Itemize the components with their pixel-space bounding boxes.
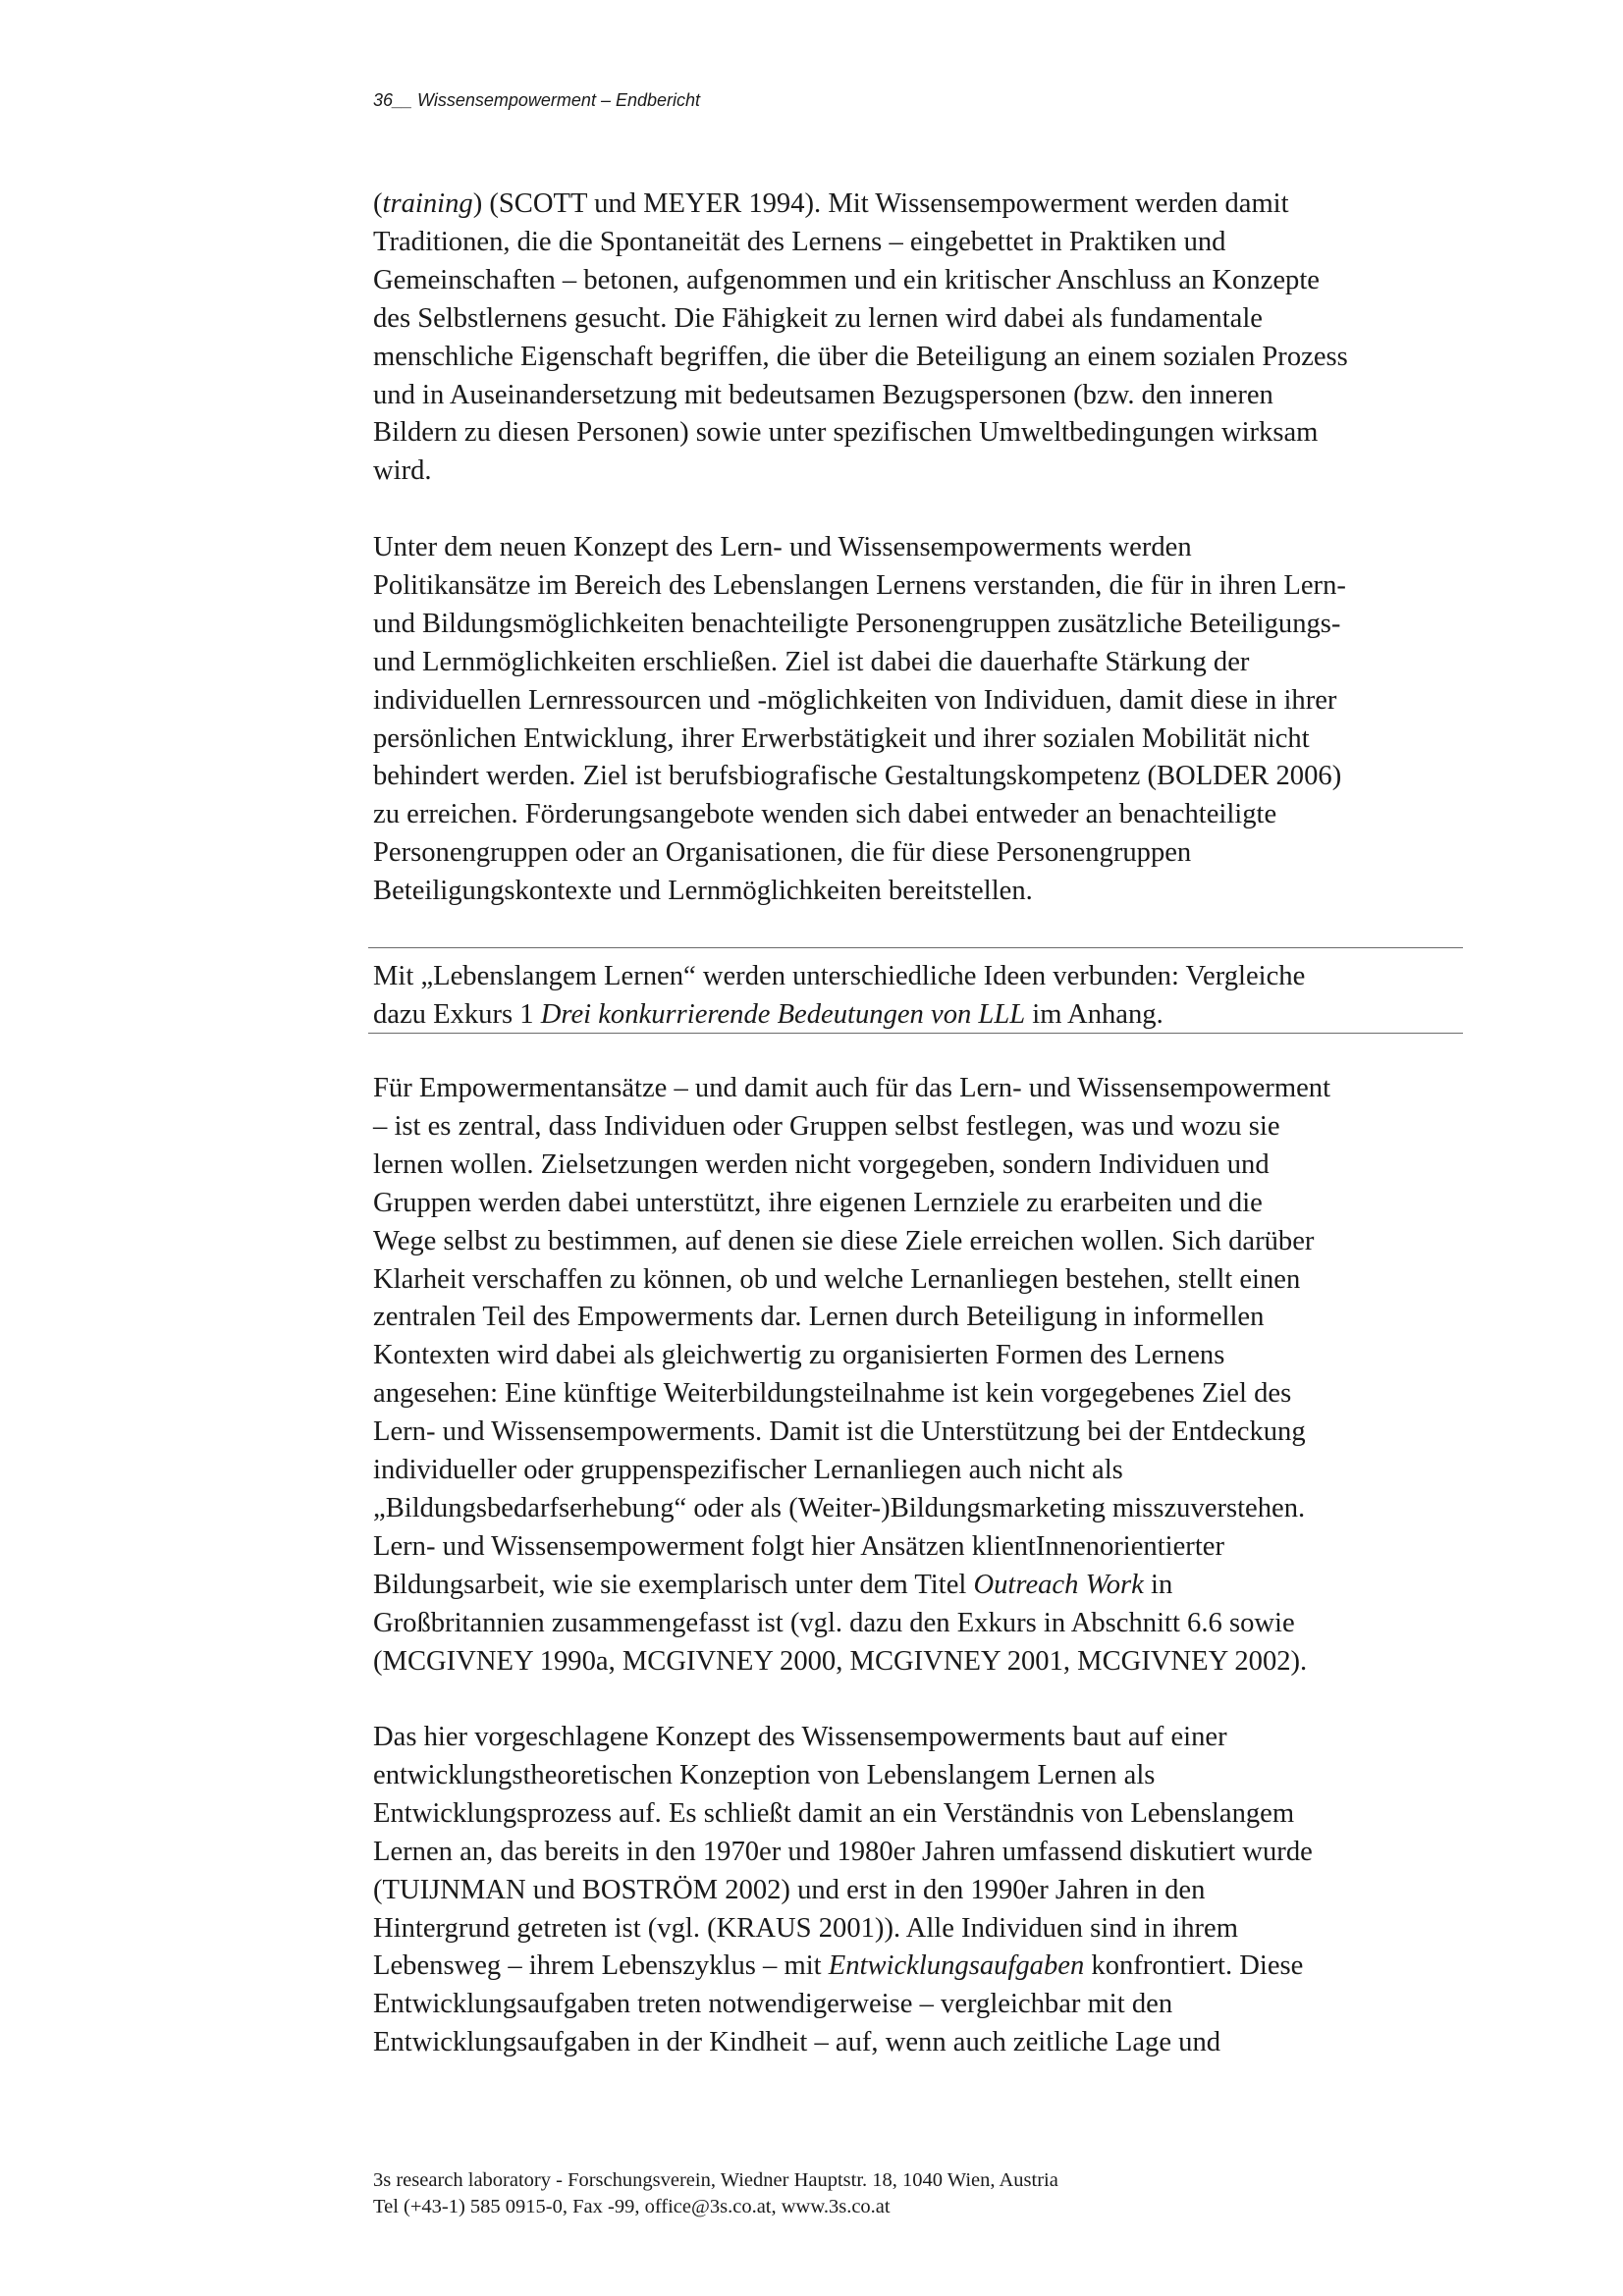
paragraph-line: entwicklungstheoretischen Konzeption von Lebenslangem Lernen als [373, 1759, 1156, 1790]
paragraph-4 [373, 1719, 1434, 2062]
paragraph-line: und in Auseinandersetzung mit bedeutsamen Bezugspersonen (bzw. den inneren [373, 379, 1273, 410]
paragraph-line: Politikansätze im Bereich des Lebenslangen Lernens verstanden, die für in ihren Lern- [373, 569, 1346, 601]
excursus-reference: Drei konkurrierende Bedeutungen von LLL [540, 998, 1026, 1030]
paragraph-line: Das hier vorgeschlagene Konzept des Wissensempowerments baut auf einer [373, 1722, 1227, 1752]
footer-contact: Tel (+43-1) 585 0915-0, Fax -99, office@3s.co.at, www.3s.co.at [373, 2196, 891, 2217]
paragraph-line: individuellen Lernressourcen und -möglichkeiten von Individuen, damit diese in ihrer [373, 684, 1337, 716]
paragraph-line: Lern- und Wissensempowerment folgt hier Ansätzen klientInnenorientierter [373, 1530, 1224, 1562]
paragraph-line: persönlichen Entwicklung, ihrer Erwerbstätigkeit und ihrer sozialen Mobilität nicht [373, 722, 1310, 754]
paragraph-2 [373, 529, 1434, 911]
paragraph-line: Entwicklungsprozess auf. Es schließt damit an ein Verständnis von Lebenslangem [373, 1797, 1295, 1829]
box-line: dazu Exkurs 1 Drei konkurrierende Bedeutungen von LLL im Anhang. [373, 998, 1163, 1030]
paragraph-line: – ist es zentral, dass Individuen oder Gruppen selbst festlegen, was und wozu sie [373, 1110, 1280, 1142]
paragraph-1 [373, 186, 1434, 491]
paragraph-line: „Bildungsbedarfserhebung“ oder als (Weiter-)Bildungsmarketing misszuverstehen. [373, 1492, 1306, 1523]
paragraph-line: Bildern zu diesen Personen) sowie unter spezifischen Umweltbedingungen wirksam [373, 417, 1319, 449]
emphasis-text: Entwicklungsaufgaben [828, 1950, 1085, 1982]
paragraph-line: (TUIJNMAN und BOSTRÖM 2002) und erst in den 1990er Jahren in den [373, 1874, 1206, 1905]
paragraph-line: Lebensweg – ihrem Lebenszyklus – mit Entwicklungsaufgaben konfrontiert. Diese [373, 1950, 1304, 1982]
paragraph-line: Großbritannien zusammengefasst ist (vgl. dazu den Exkurs in Abschnitt 6.6 sowie [373, 1607, 1295, 1638]
paragraph-line: (training) (SCOTT und MEYER 1994). Mit Wissensempowerment werden damit [373, 188, 1289, 219]
page-footer [373, 2167, 1453, 2220]
paragraph-line: Lern- und Wissensempowerments. Damit ist die Unterstützung bei der Entdeckung [373, 1416, 1306, 1448]
running-header: 36__ Wissensempowerment – Endbericht [373, 90, 701, 110]
paragraph-line: zu erreichen. Förderungsangebote wenden sich dabei entweder an benachteiligte [373, 799, 1277, 830]
paragraph-line: Personengruppen oder an Organisationen, die für diese Personengruppen [373, 837, 1192, 869]
paragraph-line: menschliche Eigenschaft begriffen, die über die Beteiligung an einem sozialen Prozess [373, 341, 1348, 372]
paragraph-3 [373, 1070, 1434, 1682]
paragraph-line: angesehen: Eine künftige Weiterbildungsteilnahme ist kein vorgegebenes Ziel des [373, 1378, 1292, 1410]
paragraph-line: lernen wollen. Zielsetzungen werden nicht vorgegeben, sondern Individuen und [373, 1148, 1270, 1180]
paragraph-line: Gruppen werden dabei unterstützt, ihre eigenen Lernziele zu erarbeiten und die [373, 1187, 1263, 1218]
paragraph-line: Klarheit verschaffen zu können, ob und welche Lernanliegen bestehen, stellt einen [373, 1263, 1301, 1295]
paragraph-line: individueller oder gruppenspezifischer Lernanliegen auch nicht als [373, 1455, 1123, 1486]
paragraph-line: Beteiligungskontexte und Lernmöglichkeiten bereitstellen. [373, 876, 1033, 907]
paragraph-line: Wege selbst zu bestimmen, auf denen sie diese Ziele erreichen wollen. Sich darüber [373, 1225, 1315, 1256]
emphasis-text: Outreach Work [973, 1569, 1144, 1600]
paragraph-line: zentralen Teil des Empowerments dar. Lernen durch Beteiligung in informellen [373, 1302, 1265, 1333]
paragraph-line: Gemeinschaften – betonen, aufgenommen und ein kritischer Anschluss an Konzepte [373, 264, 1320, 295]
paragraph-line: Hintergrund getreten ist (vgl. (KRAUS 2001)). Alle Individuen sind in ihrem [373, 1912, 1238, 1944]
paragraph-line: und Bildungsmöglichkeiten benachteiligte Personengruppen zusätzliche Beteiligungs- [373, 608, 1341, 639]
paragraph-line: Bildungsarbeit, wie sie exemplarisch unter dem Titel Outreach Work in [373, 1569, 1173, 1600]
footer-address: 3s research laboratory - Forschungsverein, Wiedner Hauptstr. 18, 1040 Wien, Austria [373, 2169, 1058, 2191]
paragraph-line: behindert werden. Ziel ist berufsbiografische Gestaltungskompetenz (BOLDER 2006) [373, 761, 1342, 792]
paragraph-line: wird. [373, 455, 432, 487]
paragraph-line: Traditionen, die die Spontaneität des Lernens – eingebettet in Praktiken und [373, 226, 1226, 257]
cross-reference-box [368, 947, 1463, 1034]
paragraph-line: Entwicklungsaufgaben in der Kindheit – auf, wenn auch zeitliche Lage und [373, 2027, 1221, 2058]
paragraph-line: Entwicklungsaufgaben treten notwendigerweise – vergleichbar mit den [373, 1989, 1173, 2020]
paragraph-line: Unter dem neuen Konzept des Lern- und Wissensempowerments werden [373, 532, 1192, 562]
emphasis-text: training [382, 188, 473, 219]
paragraph-line: Für Empowermentansätze – und damit auch für das Lern- und Wissensempowerment [373, 1073, 1331, 1103]
paragraph-line: und Lernmöglichkeiten erschließen. Ziel ist dabei die dauerhafte Stärkung der [373, 646, 1250, 677]
paragraph-line: des Selbstlernens gesucht. Die Fähigkeit zu lernen wird dabei als fundamentale [373, 302, 1263, 334]
paragraph-line: Kontexten wird dabei als gleichwertig zu organisierten Formen des Lernens [373, 1340, 1225, 1371]
paragraph-line: (MCGIVNEY 1990a, MCGIVNEY 2000, MCGIVNEY 2001, MCGIVNEY 2002). [373, 1645, 1308, 1677]
cross-reference-text [373, 958, 1434, 1035]
box-line: Mit „Lebenslangem Lernen“ werden unterschiedliche Ideen verbunden: Vergleiche [373, 961, 1306, 991]
paragraph-line: Lernen an, das bereits in den 1970er und 1980er Jahren umfassend diskutiert wurde [373, 1836, 1313, 1867]
